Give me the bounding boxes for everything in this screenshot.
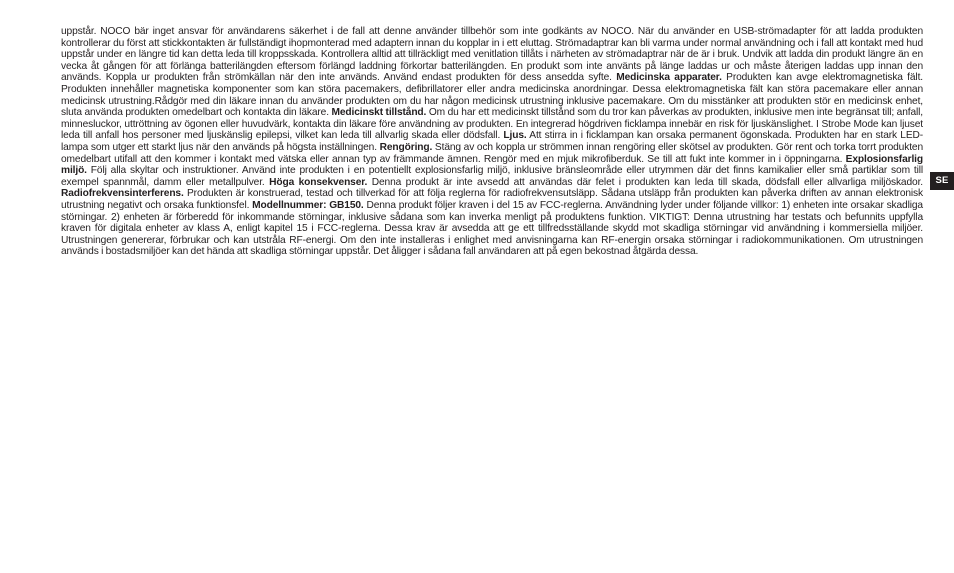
text-run: Produkten kan avge elektromagnetiska fält. Produkten innehåller magnetiska komponenter som kan störa pacemakers, defibrillatorer eller andra medicinska anordningar. Dessa elektromagnetiska fält kan störa pacemakare eller annan medicinsk utrustning.Rådgör med din läkare innan du använder produkten om du har någon medicinsk utrustning inklusive pacemakare. Om du misstänker att produkten stör en medicinsk enhet, sluta använda produkten omedelbart och kontakta din läkare.: [61, 72, 923, 119]
text-run: Denna produkt är inte avsedd att användas där felet i produkten kan leda till skada, dödsfall eller allvarliga miljöskador.: [367, 176, 923, 188]
heading-radiofrekvensinterferens: Radiofrekvensinterferens.: [61, 188, 184, 200]
heading-medicinskt-tillstand: Medicinskt tillstånd.: [331, 107, 427, 119]
heading-ljus: Ljus.: [503, 130, 527, 142]
text-run: uppstår. NOCO bär inget ansvar för användarens säkerhet i de fall att denne använder tillbehör som inte godkänts av NOCO. När du använder en USB-strömadapter för att ladda produkten kontrollerar du först att stickkontakten är fullständigt ihopmonterad med adaptern innan du kopplar in i ett eluttag. Strömadaptrar kan bli varma under normal användning och i fall att kontakt med hud uppstår under en längre tid kan detta leda till kroppsskada. Kontrollera alltid att tillräckligt med venitlation tillåts i närheten av strömadaptrar när de är i bruk. Undvik att ladda din produkt längre än en vecka åt gången för att förlänga batterilängden eftersom förlängd laddning förkortar batterilängden. En produkt som inte använts på länge laddas ur och måste återigen laddas upp innan den används. Koppla ur produkten från strömkällan när den inte används. Använd endast produkten för dess ansedda syfte.: [61, 26, 923, 84]
heading-hoga-konsekvenser: Höga konsekvenser.: [269, 176, 368, 188]
heading-modellnummer: Modellnummer: GB150.: [252, 199, 364, 211]
text-run: Denna produkt följer kraven i del 15 av FCC-reglerna. Användning lyder under följande villkor: 1) enheten inte orsakar skadliga störningar. 2) enheten är förberedd för inkommande störningar, inklusive sådana som kan inverka menligt på produktens funktion. VIKTIGT: Denna utrustning har testats och befunnits uppfylla kraven för digitala enheter av klass A, enligt kapitel 15 i FCC-reglerna. Dessa krav är avsedda att ge ett tillfredsställande skydd mot skadliga störningar vid användning i kommersiella miljöer. Utrustningen genererar, förbrukar och kan utstråla RF-energi. Om den inte installeras i enlighet med anvisningarna kan RF-energin orsaka störningar i radiokommunikationen. Om utrustningen används i bostadsmiljöer kan det hända att skadliga störningar uppstår. Det åligger i sådana fall användaren att på egen bekostnad åtgärda dessa.: [61, 199, 923, 258]
text-run: Stäng av och koppla ur strömmen innan rengöring eller skötsel av produkten. Gör rent och torka torrt produkten omedelbart utifall att den kommer i kontakt med vätska eller annan typ av främmande ämnen. Rengör med en mjuk mikrofiberduk. Se till att fukt inte kommer in i öppningarna.: [61, 141, 923, 165]
body-paragraph: [61, 26, 923, 258]
heading-rengoring: Rengöring.: [379, 141, 433, 153]
text-run: Att stirra in i ficklampan kan orsaka permanent ögonskada. Produkten har en stark LED-lampa som utger ett starkt ljus när den används på högsta inställningen.: [61, 130, 924, 153]
text-run: Produkten är konstruerad, testad och tillverkad för att följa reglerna för radiofrekvensutsläpp. Sådana utsläpp från produkten kan påverka driften av annan elektronisk utrustning negativt och orsaka funktionsfel.: [61, 188, 923, 211]
text-run: Om du har ett medicinskt tillstånd som du tror kan påverkas av produkten, inklusive men inte begränsat till; anfall, minnesluckor, uttröttning av ögonen eller huvudvärk, kontakta din läkare före användning av produkten. En integrerad högdriven ficklampa innebär en risk för ljuskänslighet. I Strobe Mode kan ljuset leda till anfall hos personer med ljuskänslig epilepsi, vilket kan leda till allvarlig skada eller dödsfall.: [61, 107, 924, 142]
text-run: Följ alla skyltar och instruktioner. Använd inte produkten i en potentiellt explosionsfarlig miljö, inklusive bränsleområde eller utrymmen där det finns kamikalier eller små partiklar som till exempel spannmål, damm eller metallpulver.: [61, 165, 923, 188]
heading-medicinska-apparater: Medicinska apparater.: [616, 72, 722, 84]
language-tab-badge: SE: [930, 172, 954, 190]
heading-explosionsfarlig-miljo: Explosionsfarlig miljö.: [61, 153, 923, 177]
